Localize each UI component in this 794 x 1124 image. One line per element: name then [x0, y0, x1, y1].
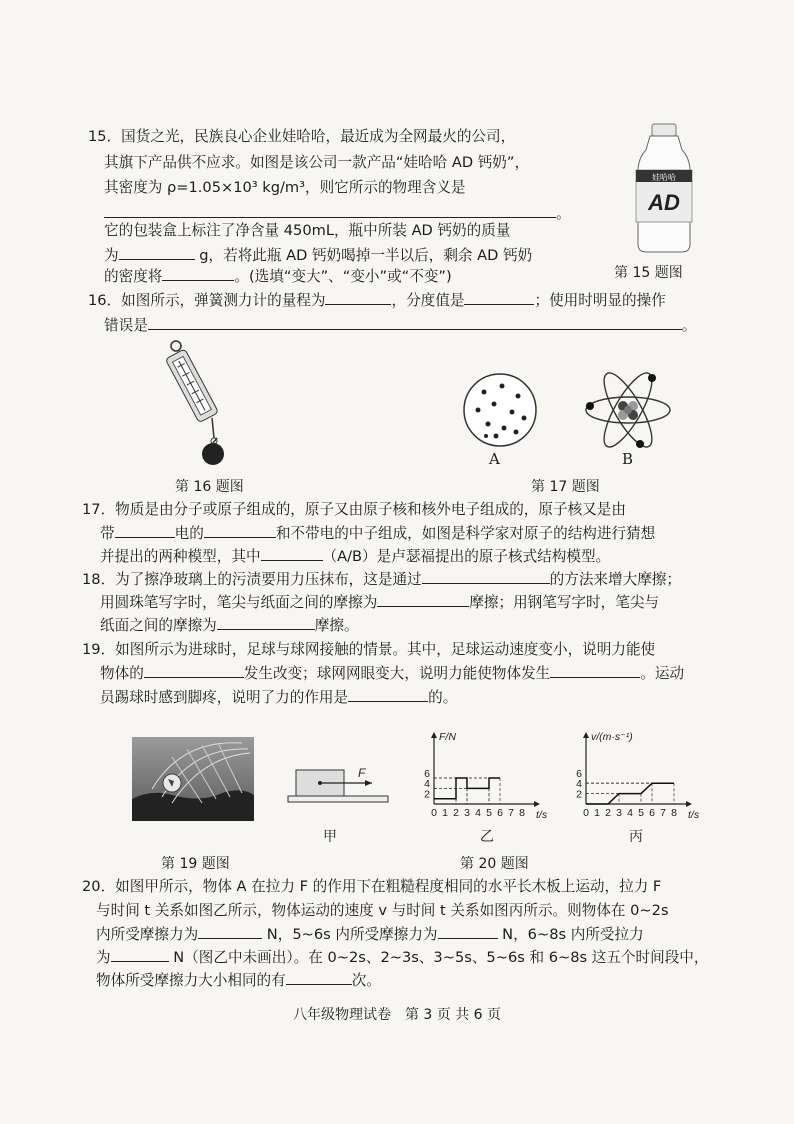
q17-line2	[100, 523, 655, 545]
q17-text: 和不带电的中子组成，如图是科学家对原子的结构进行猜想	[275, 525, 656, 542]
velocity-chart-y-tick-label: 2	[576, 788, 582, 801]
q19-text: 物体的	[100, 665, 144, 682]
force-chart-x-tick-label: 6	[497, 807, 503, 819]
q18-text: 摩擦。	[314, 617, 359, 634]
q15-text: 的密度将	[104, 268, 163, 285]
page-footer: 八年级物理试卷 第 3 页 共 6 页	[292, 1007, 502, 1023]
force-chart-x-tick-label: 5	[486, 807, 492, 819]
q15-figure-caption: 第 15 题图	[614, 265, 683, 281]
q17-line1: 17．物质是由分子或原子组成的，原子又由原子核和核外电子组成的，原子核又是由	[82, 501, 626, 518]
q15-blank-meaning[interactable]	[104, 203, 556, 218]
q20-text: N，6~8s 内所受拉力	[497, 926, 644, 943]
force-chart-x-arrow	[534, 801, 540, 807]
force-chart-x-tick-label: 8	[519, 807, 525, 819]
q16-text: 16．如图所示，弹簧测力计的量程为	[88, 292, 326, 309]
q18-text: 纸面之间的摩擦为	[100, 617, 217, 634]
q19-line3	[100, 687, 457, 709]
q17-text: 带	[100, 525, 115, 542]
force-chart-x-tick-label: 2	[453, 807, 459, 819]
q19-line1: 19．如图所示为进球时，足球与球网接触的情景。其中，足球运动速度变小，说明力能使	[82, 641, 656, 658]
q15-text: 。(选填“变大”、“变小”或“不变”)	[234, 268, 452, 285]
q20-line1: 20．如图甲所示，物体 A 在拉力 F 的作用下在粗糙程度相同的水平长木板上运动，拉力 F	[82, 878, 662, 895]
ad-milk-bottle-image	[626, 122, 702, 254]
q17-text: （A/B）是卢瑟福提出的原子核式结构模型。	[322, 548, 611, 565]
velocity-chart-y-axis-label: v/(m·s⁻¹)	[591, 731, 633, 743]
force-chart-y-axis-label: F/N	[439, 731, 456, 743]
q19-blank-mutual[interactable]	[348, 687, 428, 702]
q18-line2	[100, 592, 659, 614]
q20-blank-count[interactable]	[286, 970, 352, 985]
q15-period: 。	[556, 205, 571, 222]
q19-text: 的。	[428, 689, 458, 706]
q19-blank-state[interactable]	[144, 663, 244, 678]
velocity-chart-x-tick-label: 1	[594, 807, 600, 819]
bottle-logo-text: AD	[648, 190, 680, 215]
q15-blank-density[interactable]	[162, 266, 234, 281]
force-chart-y-tick-label: 4	[424, 778, 430, 791]
q19-text: 员踢球时感到脚疼，说明了力的作用是	[100, 689, 349, 706]
fig-jia-label: 甲	[323, 829, 337, 845]
q18-text: 用圆珠笔写字时，笔尖与纸面之间的摩擦为	[100, 594, 378, 611]
q16-text: ；使用时明显的操作	[534, 292, 666, 309]
force-f-label: F	[358, 766, 366, 780]
velocity-chart-x-tick-label: 8	[671, 807, 677, 819]
q16-text: 错误是	[104, 317, 148, 334]
atom-model-b	[582, 368, 674, 452]
q16-blank-error[interactable]	[148, 315, 682, 330]
velocity-chart-series-line	[586, 783, 674, 804]
q20-blank-force-6-8[interactable]	[111, 947, 169, 962]
force-chart-x-tick-label: 3	[464, 807, 470, 819]
q20-line3	[96, 924, 644, 946]
q18-blank-method[interactable]	[422, 569, 550, 584]
q20-text: N（图乙中未画出）。在 0~2s、2~3s、3~5s、5~6s 和 6~8s 这五个时间段中，	[168, 949, 709, 966]
q20-text: 为	[96, 949, 111, 966]
q15-line5	[104, 245, 532, 267]
velocity-chart-x-tick-label: 4	[627, 807, 633, 819]
q20-line2: 与时间 t 关系如图乙所示，物体运动的速度 v 与时间 t 关系如图丙所示。则物体在 0~2s	[96, 902, 669, 919]
chart-force-time	[414, 728, 564, 823]
velocity-chart-x-tick-label: 0	[583, 807, 589, 819]
q17-blank-particle[interactable]	[204, 523, 276, 538]
q20-text: N，5~6s 内所受摩擦力为	[262, 926, 438, 943]
force-chart-y-tick-label: 2	[424, 788, 430, 801]
velocity-chart-y-tick-label: 4	[576, 778, 582, 791]
force-chart-x-axis-label: t/s	[536, 809, 548, 821]
q20-text: 次。	[351, 972, 381, 989]
force-chart-x-tick-label: 0	[431, 807, 437, 819]
q15-line1: 15．国货之光，民族良心企业娃哈哈，最近成为全网最火的公司，	[88, 128, 516, 145]
q19-line2	[100, 663, 684, 685]
q18-line1	[82, 569, 681, 591]
force-chart-x-tick-label: 7	[508, 807, 514, 819]
q15-blank-mass[interactable]	[119, 245, 195, 260]
velocity-chart-x-tick-label: 7	[660, 807, 666, 819]
atom-label-b: B	[622, 450, 634, 468]
q15-line4: 它的包装盒上标注了净含量 450mL，瓶中所装 AD 钙奶的质量	[104, 222, 511, 239]
atom-model-a	[460, 370, 540, 450]
q15-text: 为	[104, 247, 119, 264]
q19-blank-deform[interactable]	[550, 663, 640, 678]
velocity-chart-x-tick-label: 6	[649, 807, 655, 819]
q16-text: 。	[681, 317, 697, 334]
fig-jia-block-diagram	[284, 760, 394, 810]
velocity-chart-y-tick-label: 6	[576, 767, 582, 780]
velocity-chart-x-tick-label: 5	[638, 807, 644, 819]
q19-text: 发生改变；球网网眼变大，说明力能使物体发生	[243, 665, 551, 682]
force-chart-y-arrow	[431, 732, 437, 738]
q18-blank-fountainpen[interactable]	[217, 615, 315, 630]
q15-line2: 其旗下产品供不应求。如图是该公司一款产品“娃哈哈 AD 钙奶”，	[104, 154, 530, 171]
q16-blank-division[interactable]	[464, 290, 534, 305]
velocity-chart-x-tick-label: 3	[616, 807, 622, 819]
force-chart-x-tick-label: 4	[475, 807, 481, 819]
bottle-brand-text: 娃哈哈	[652, 173, 676, 182]
q20-text: 物体所受摩擦力大小相同的有	[96, 972, 286, 989]
q15-text: g，若将此瓶 AD 钙奶喝掉一半以后，剩余 AD 钙奶	[194, 247, 533, 264]
q20-figure-caption: 第 20 题图	[460, 856, 529, 872]
q17-blank-charge[interactable]	[115, 523, 175, 538]
q20-blank-friction-5-6[interactable]	[438, 924, 498, 939]
q18-text: 18．为了擦净玻璃上的污渍要用力压抹布，这是通过	[82, 571, 422, 588]
q19-text: 。运动	[640, 665, 685, 682]
q20-blank-friction-0-2[interactable]	[198, 924, 262, 939]
q18-line3	[100, 615, 359, 637]
velocity-chart-y-arrow	[583, 732, 589, 738]
force-chart-y-tick-label: 6	[424, 767, 430, 780]
q17-figure-caption: 第 17 题图	[531, 479, 600, 495]
velocity-chart-x-axis-label: t/s	[688, 809, 700, 821]
q15-line6	[104, 266, 452, 288]
q17-line3	[100, 546, 610, 568]
spring-scale-figure	[162, 338, 232, 468]
fig-yi-label: 乙	[480, 829, 494, 845]
velocity-chart-x-tick-label: 2	[605, 807, 611, 819]
q17-blank-model[interactable]	[261, 546, 323, 561]
q16-blank-range[interactable]	[325, 290, 391, 305]
q17-text: 电的	[174, 525, 204, 542]
chart-velocity-time	[566, 728, 716, 823]
q20-line5	[96, 970, 381, 992]
velocity-chart-x-arrow	[686, 801, 692, 807]
q20-text: 内所受摩擦力为	[96, 926, 199, 943]
football-net-photo	[132, 737, 254, 821]
q18-text: 的方法来增大摩擦；	[549, 571, 681, 588]
atom-label-a: A	[489, 450, 500, 468]
fig-bing-label: 丙	[629, 829, 643, 845]
force-chart-x-tick-label: 1	[442, 807, 448, 819]
q16-figure-caption: 第 16 题图	[175, 479, 244, 495]
q16-text: ，分度值是	[391, 292, 465, 309]
q16-line2	[104, 315, 696, 337]
q18-text: 摩擦；用钢笔写字时，笔尖与	[469, 594, 660, 611]
q15-line3: 其密度为 ρ=1.05×10³ kg/m³，则它所示的物理含义是	[104, 179, 466, 196]
q20-line4	[96, 947, 709, 969]
q17-text: 并提出的两种模型，其中	[100, 548, 261, 565]
q16-line1	[88, 290, 666, 312]
q19-figure-caption: 第 19 题图	[161, 856, 230, 872]
q18-blank-ballpen[interactable]	[377, 592, 469, 607]
